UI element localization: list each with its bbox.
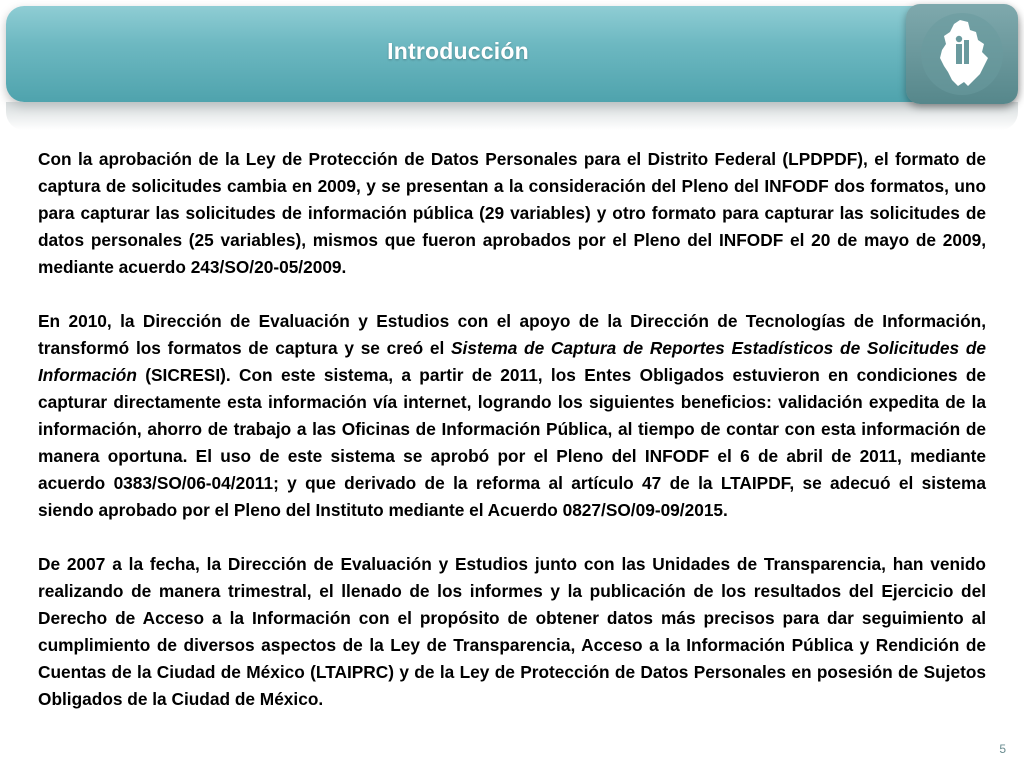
logo <box>906 4 1018 104</box>
paragraph-2 <box>38 308 986 524</box>
paragraph-2-end: (SICRESI). Con este sistema, a partir de 2011, los Entes Obligados estuvieron en condiciones de capturar directamente esta información vía internet, logrando los siguientes beneficios: validación expedita de la información, ahorro de trabajo a las Oficinas de Información Pública, al tiempo de contar con esta información de manera oportuna. El uso de este sistema se aprobó por el Pleno del INFODF el 6 de abril de 2011, mediante acuerdo 0383/SO/06-04/2011; y que derivado de la reforma al artículo 47 de la LTAIPDF, se adecuó el sistema siendo aprobado por el Pleno del Instituto mediante el Acuerdo 0827/SO/09-09/2015. <box>38 365 986 520</box>
cdmx-map-icon <box>918 10 1006 98</box>
page-number: 5 <box>999 742 1006 756</box>
slide-title: Introducción <box>387 38 529 64</box>
paragraph-1: Con la aprobación de la Ley de Protección de Datos Personales para el Distrito Federal (LPDPDF), el formato de captura de solicitudes cambia en 2009, y se presentan a la consideración del Pleno del INFODF dos formatos, uno para capturar las solicitudes de información pública (29 variables) y otro formato para capturar las solicitudes de datos personales (25 variables), mismos que fueron aprobados por el Pleno del INFODF el 20 de mayo de 2009, mediante acuerdo 243/SO/20-05/2009. <box>38 149 986 277</box>
body-text <box>38 146 986 713</box>
sicresi-system-name: Sistema de Captura de Reportes Estadísticos de Solicitudes de Información <box>38 338 987 385</box>
header-reflection <box>6 102 1018 130</box>
paragraph-2-start: En 2010, la Dirección de Evaluación y Estudios con el apoyo de la Dirección de Tecnologías de Información, transformó los formatos de captura y se creó el <box>38 311 986 358</box>
paragraph-3: De 2007 a la fecha, la Dirección de Evaluación y Estudios junto con las Unidades de Transparencia, han venido realizando de manera trimestral, el llenado de los informes y la publicación de los resultados del Ejercicio del Derecho de Acceso a la Información con el propósito de obtener datos más precisos para dar seguimiento al cumplimiento de diversos aspectos de la Ley de Transparencia, Acceso a la Información Pública y Rendición de Cuentas de la Ciudad de México (LTAIPRC) y de la Ley de Protección de Datos Personales en posesión de Sujetos Obligados de la Ciudad de México. <box>38 554 986 709</box>
